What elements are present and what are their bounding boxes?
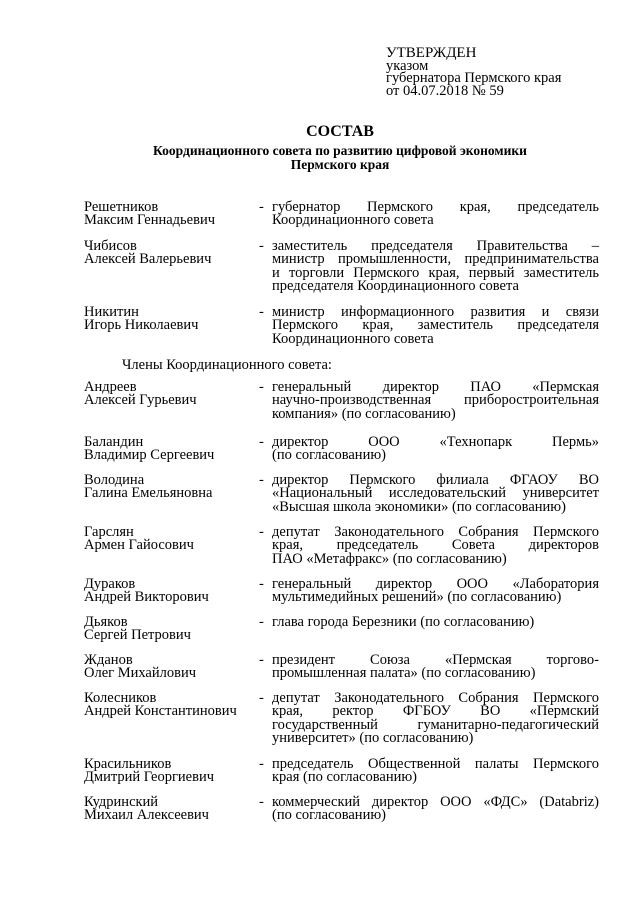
person-role: [272, 526, 599, 566]
document-title-block: [0, 123, 640, 172]
dash-separator: -: [259, 756, 264, 772]
person-name-line: Чибисов: [84, 238, 137, 254]
approval-line: от 04.07.2018 № 59: [386, 82, 504, 99]
dash-separator: -: [259, 379, 264, 395]
person-name: [84, 381, 254, 408]
person-role-line: (по согласованию): [272, 807, 386, 824]
person-role: [272, 240, 599, 294]
approval-block: [386, 47, 561, 97]
person-name-line: Володина: [84, 472, 145, 488]
person-name: [84, 654, 254, 681]
person-name: [84, 306, 254, 333]
person-name-line: Армен Гайосович: [84, 537, 194, 554]
dash-separator: -: [259, 199, 264, 215]
person-role-line: края, председатель Совета директоров: [272, 537, 599, 554]
dash-separator: -: [259, 472, 264, 488]
subtitle-line: Координационного совета по развитию цифровой экономики: [153, 143, 527, 158]
person-role-line: губернатор Пермского края, председатель: [272, 199, 599, 215]
person-name-line: Дмитрий Георгиевич: [84, 769, 214, 786]
person-role-line: университет» (по согласованию): [272, 730, 474, 747]
dash-separator: -: [259, 794, 264, 810]
person-name-line: Максим Геннадьевич: [84, 212, 216, 229]
dash-separator: -: [259, 576, 264, 592]
person-role-line: Пермского края, заместитель председателя: [272, 317, 599, 334]
person-role-line: ПАО «Метафракс» (по согласованию): [272, 550, 507, 567]
dash-separator: -: [259, 652, 264, 668]
person-name-line: Владимир Сергеевич: [84, 447, 215, 464]
person-role: [272, 306, 599, 346]
person-name: [84, 616, 254, 643]
subtitle-line: Пермского края: [290, 157, 390, 172]
person-name-line: Михаил Алексеевич: [84, 807, 209, 824]
person-name-line: Андреев: [84, 379, 137, 395]
person-name-line: Игорь Николаевич: [84, 317, 199, 334]
person-role-line: депутат Законодательного Собрания Пермского: [272, 524, 599, 540]
members-heading: Члены Координационного совета:: [122, 357, 332, 373]
person-role: [272, 474, 599, 514]
person-role-line: генеральный директор ООО «Лаборатория: [272, 576, 599, 592]
person-role-line: заместитель председателя Правительства –: [272, 238, 599, 254]
person-name-line: Кудринский: [84, 794, 159, 810]
person-role-line: края (по согласованию): [272, 769, 418, 786]
person-role-line: компания» (по согласованию): [272, 405, 456, 422]
person-role-line: государственный гуманитарно-педагогический: [272, 716, 599, 733]
person-role: [272, 381, 599, 421]
approval-line: указом: [386, 57, 429, 74]
person-name-line: Сергей Петрович: [84, 627, 191, 644]
person-name: [84, 474, 254, 501]
person-role-line: Координационного совета: [272, 212, 434, 229]
dash-separator: -: [259, 434, 264, 450]
dash-separator: -: [259, 690, 264, 706]
person-role-line: депутат Законодательного Собрания Пермского: [272, 690, 599, 706]
person-role-line: председатель Общественной палаты Пермского: [272, 756, 599, 772]
person-name-line: Никитин: [84, 304, 139, 320]
person-role-line: председателя Координационного совета: [272, 278, 519, 295]
person-role-line: президент Союза «Пермская торгово-: [272, 652, 599, 668]
person-name-line: Алексей Гурьевич: [84, 392, 197, 409]
dash-separator: -: [259, 304, 264, 320]
person-name-line: Дураков: [84, 576, 136, 592]
person-role-line: «Национальный исследовательский университет: [272, 485, 599, 502]
person-role: [272, 578, 599, 605]
dash-separator: -: [259, 238, 264, 254]
person-name: [84, 758, 254, 785]
person-role: [272, 758, 599, 785]
person-name-line: Андрей Викторович: [84, 589, 209, 606]
person-role-line: края, ректор ФГБОУ ВО «Пермский: [272, 703, 599, 720]
person-role-line: коммерческий директор ООО «ФДС» (Databriz): [272, 794, 599, 810]
person-role-line: генеральный директор ПАО «Пермская: [272, 379, 599, 395]
person-role: [272, 692, 599, 746]
person-role-line: глава города Березники (по согласованию): [272, 614, 535, 630]
person-role-line: мультимедийных решений» (по согласованию): [272, 589, 562, 606]
approval-heading: УТВЕРЖДЕН: [386, 45, 477, 61]
person-name-line: Красильников: [84, 756, 172, 772]
document-title: СОСТАВ: [306, 123, 374, 140]
approval-line: губернатора Пермского края: [386, 70, 562, 86]
person-role-line: научно-производственная приборостроительная: [272, 392, 599, 409]
person-name-line: Баландин: [84, 434, 144, 450]
person-name: [84, 692, 254, 719]
person-name-line: Решетников: [84, 199, 159, 215]
person-name-line: Колесников: [84, 690, 157, 706]
person-name: [84, 796, 254, 823]
person-role-line: (по согласованию): [272, 447, 386, 464]
document-subtitle: [0, 144, 640, 172]
person-name-line: Жданов: [84, 652, 133, 668]
person-name-line: Андрей Константинович: [84, 703, 237, 720]
person-role: [272, 436, 599, 463]
person-role-line: министр информационного развития и связи: [272, 304, 599, 320]
person-name-line: Дьяков: [84, 614, 128, 630]
person-name-line: Галина Емельяновна: [84, 485, 213, 502]
person-name: [84, 578, 254, 605]
person-name: [84, 436, 254, 463]
person-role-line: «Высшая школа экономики» (по согласованию): [272, 498, 566, 515]
person-role-line: Координационного совета: [272, 330, 434, 347]
person-name-line: Гарслян: [84, 524, 134, 540]
person-role: [272, 616, 599, 629]
person-name-line: Алексей Валерьевич: [84, 251, 212, 268]
person-role-line: директор Пермского филиала ФГАОУ ВО: [272, 472, 599, 488]
person-role: [272, 654, 599, 681]
dash-separator: -: [259, 614, 264, 630]
person-role-line: министр промышленности, предпринимательства: [272, 251, 599, 268]
person-role-line: директор ООО «Технопарк Пермь»: [272, 434, 599, 450]
person-role-line: промышленная палата» (по согласованию): [272, 665, 536, 682]
person-name: [84, 201, 254, 228]
person-name: [84, 240, 254, 267]
person-role: [272, 796, 599, 823]
person-role-line: и торговли Пермского края, первый заместитель: [272, 264, 599, 281]
person-name: [84, 526, 254, 553]
person-role: [272, 201, 599, 228]
dash-separator: -: [259, 524, 264, 540]
person-name-line: Олег Михайлович: [84, 665, 197, 682]
